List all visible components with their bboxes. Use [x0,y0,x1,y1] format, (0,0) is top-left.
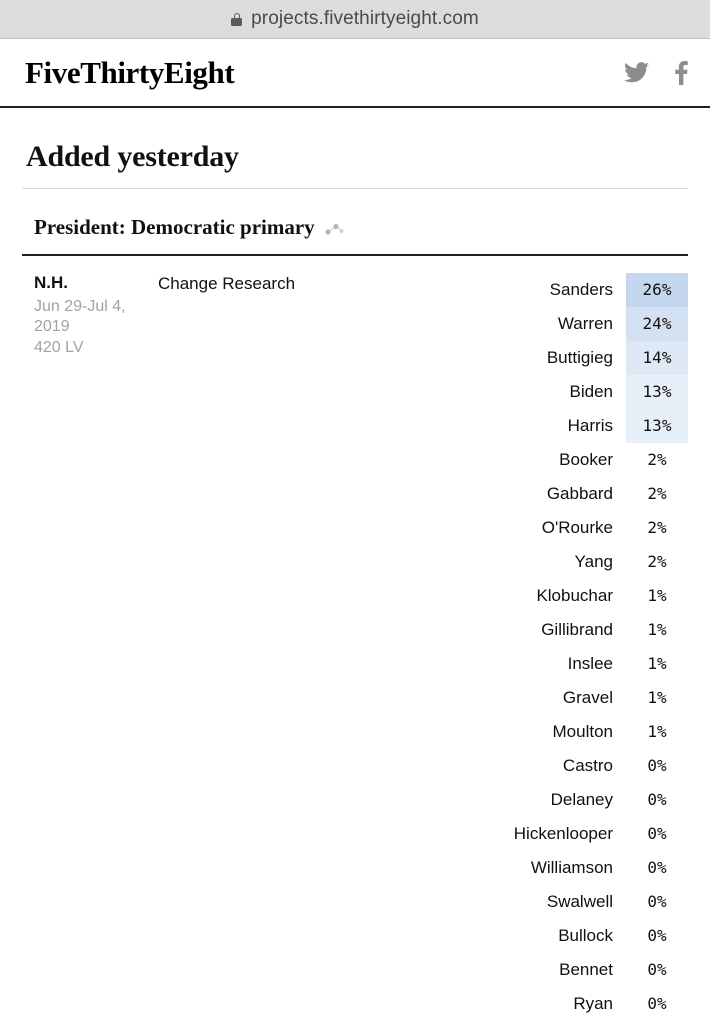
candidate-percentage: 2% [647,450,667,469]
candidate-percentage: 1% [647,654,667,673]
candidate-name: Klobuchar [536,586,613,605]
url-display[interactable] [231,8,479,30]
result-row [475,477,688,511]
twitter-icon[interactable] [624,62,649,83]
candidate-name: Castro [562,756,613,775]
candidate-percentage: 2% [647,552,667,571]
candidate-name: Ryan [573,994,613,1013]
candidate-name: O'Rourke [541,518,613,537]
candidate-name: Buttigieg [546,348,613,367]
result-row [475,579,688,613]
result-row [475,273,688,307]
result-row [475,647,688,681]
candidate-name: Gravel [562,688,613,707]
pollster-name[interactable]: Change Research [158,274,296,293]
poll-meta [22,273,158,1021]
candidate-percentage: 13% [626,409,688,443]
social-links [624,61,688,85]
candidate-percentage: 0% [647,892,667,911]
result-row [475,885,688,919]
result-row [475,613,688,647]
candidate-name: Moulton [552,722,613,741]
candidate-percentage: 24% [626,307,688,341]
result-row [475,987,688,1021]
result-row [475,681,688,715]
poll-row [22,256,688,1021]
browser-url-bar[interactable] [0,0,710,39]
candidate-percentage: 1% [647,586,667,605]
facebook-icon[interactable] [675,61,688,85]
poll-dates: Jun 29-Jul 4, 2019 [34,298,126,336]
poll-state: N.H. [34,273,68,292]
candidate-percentage: 1% [647,722,667,741]
candidate-name: Yang [574,552,613,571]
candidate-percentage: 1% [647,620,667,639]
result-row [475,409,688,443]
candidate-name: Booker [559,450,613,469]
scatter-chart-icon[interactable] [324,218,344,238]
candidate-name: Swalwell [546,892,613,911]
candidate-percentage: 14% [626,341,688,375]
result-row [475,443,688,477]
site-header [0,39,710,108]
candidate-percentage: 0% [647,756,667,775]
candidate-percentage: 0% [647,858,667,877]
candidate-percentage: 26% [626,273,688,307]
candidate-percentage: 0% [647,926,667,945]
candidate-percentage: 0% [647,824,667,843]
page-content [0,108,710,1021]
result-row [475,715,688,749]
result-row [475,341,688,375]
poll-results [475,273,688,1021]
candidate-name: Delaney [550,790,613,809]
candidate-name: Warren [557,314,613,333]
candidate-percentage: 1% [647,688,667,707]
poll-sample: 420 LV [34,338,84,356]
result-row [475,817,688,851]
candidate-name: Gabbard [546,484,613,503]
result-row [475,783,688,817]
candidate-name: Biden [569,382,613,401]
page-title: Added yesterday [22,108,688,189]
race-header [22,189,688,256]
candidate-name: Williamson [530,858,613,877]
candidate-percentage: 2% [647,518,667,537]
result-row [475,511,688,545]
candidate-percentage: 13% [626,375,688,409]
result-row [475,919,688,953]
candidate-name: Hickenlooper [513,824,613,843]
candidate-name: Harris [567,416,613,435]
candidate-name: Gillibrand [541,620,613,639]
lock-icon [231,13,242,26]
candidate-percentage: 2% [647,484,667,503]
result-row [475,851,688,885]
candidate-percentage: 0% [647,994,667,1013]
result-row [475,749,688,783]
result-row [475,375,688,409]
candidate-name: Bennet [559,960,613,979]
site-logo[interactable]: FiveThirtyEight [25,54,235,90]
candidate-name: Bullock [558,926,613,945]
result-row [475,953,688,987]
result-row [475,307,688,341]
candidate-name: Sanders [549,280,613,299]
candidate-percentage: 0% [647,960,667,979]
url-text: projects.fivethirtyeight.com [251,8,479,29]
race-title: President: Democratic primary [34,215,315,239]
candidate-name: Inslee [567,654,613,673]
result-row [475,545,688,579]
candidate-percentage: 0% [647,790,667,809]
